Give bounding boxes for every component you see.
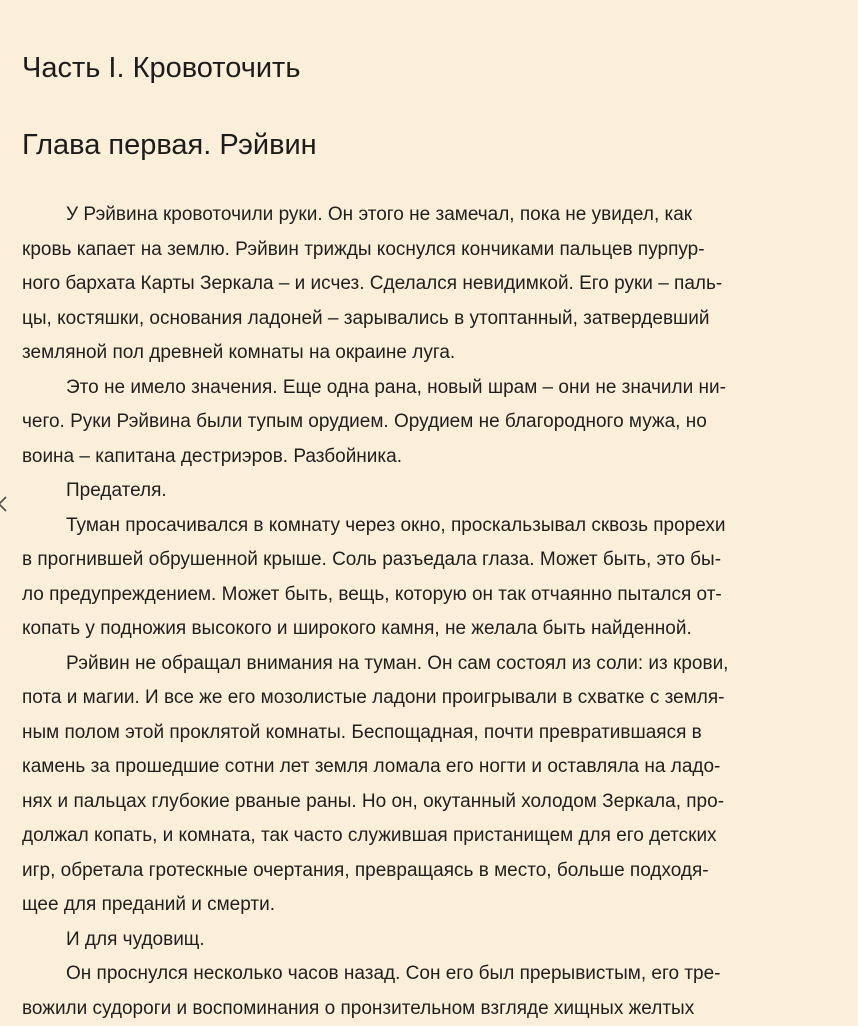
text-line: ло предупреждением. Может быть, вещь, которую он так отчаянно пытался от- bbox=[22, 578, 842, 613]
text-line: И для чудовищ. bbox=[22, 923, 842, 958]
text-line: ным полом этой проклятой комнаты. Беспощадная, почти превратившаяся в bbox=[22, 716, 842, 751]
text-line: игр, обретала гротескные очертания, превращаясь в место, больше подходя- bbox=[22, 854, 842, 889]
part-title: Часть I. Кровоточить bbox=[22, 48, 300, 88]
text-line: нях и пальцах глубокие рваные раны. Но он, окутанный холодом Зеркала, про- bbox=[22, 785, 842, 820]
text-line: воина – капитана дестриэров. Разбойника. bbox=[22, 440, 842, 475]
text-line: должал копать, и комната, так часто служившая пристанищем для его детских bbox=[22, 819, 842, 854]
text-line: У Рэйвина кровоточили руки. Он этого не замечал, пока не увидел, как bbox=[22, 198, 842, 233]
text-line: пота и магии. И все же его мозолистые ладони проигрывали в схватке с земля- bbox=[22, 681, 842, 716]
text-line: камень за прошедшие сотни лет земля ломала его ногти и оставляла на ладо- bbox=[22, 750, 842, 785]
text-line: Туман просачивался в комнату через окно, проскальзывал сквозь прорехи bbox=[22, 509, 842, 544]
text-line: в прогнившей обрушенной крыше. Соль разъедала глаза. Может быть, это бы- bbox=[22, 543, 842, 578]
text-line: цы, костяшки, основания ладоней – зарывались в утоптанный, затвердевший bbox=[22, 302, 842, 337]
text-line: Рэйвин не обращал внимания на туман. Он сам состоял из соли: из крови, bbox=[22, 647, 842, 682]
chevron-left-icon[interactable] bbox=[0, 494, 9, 514]
text-line: Он проснулся несколько часов назад. Сон его был прерывистым, его тре- bbox=[22, 957, 842, 992]
text-line: Предателя. bbox=[22, 474, 842, 509]
text-line: копать у подножия высокого и широкого камня, не желала быть найденной. bbox=[22, 612, 842, 647]
text-line: кровь капает на землю. Рэйвин трижды коснулся кончиками пальцев пурпур- bbox=[22, 233, 842, 268]
text-line: ного бархата Карты Зеркала – и исчез. Сделался невидимкой. Его руки – паль- bbox=[22, 267, 842, 302]
text-line: земляной пол древней комнаты на окраине луга. bbox=[22, 336, 842, 371]
text-line: Это не имело значения. Еще одна рана, новый шрам – они не значили ни- bbox=[22, 371, 842, 406]
chapter-body bbox=[22, 198, 842, 1026]
chapter-title: Глава первая. Рэйвин bbox=[22, 125, 317, 165]
text-line: чего. Руки Рэйвина были тупым орудием. Орудием не благородного мужа, но bbox=[22, 405, 842, 440]
text-line: вожили судороги и воспоминания о пронзительном взгляде хищных желтых bbox=[22, 992, 842, 1026]
text-line: щее для преданий и смерти. bbox=[22, 888, 842, 923]
